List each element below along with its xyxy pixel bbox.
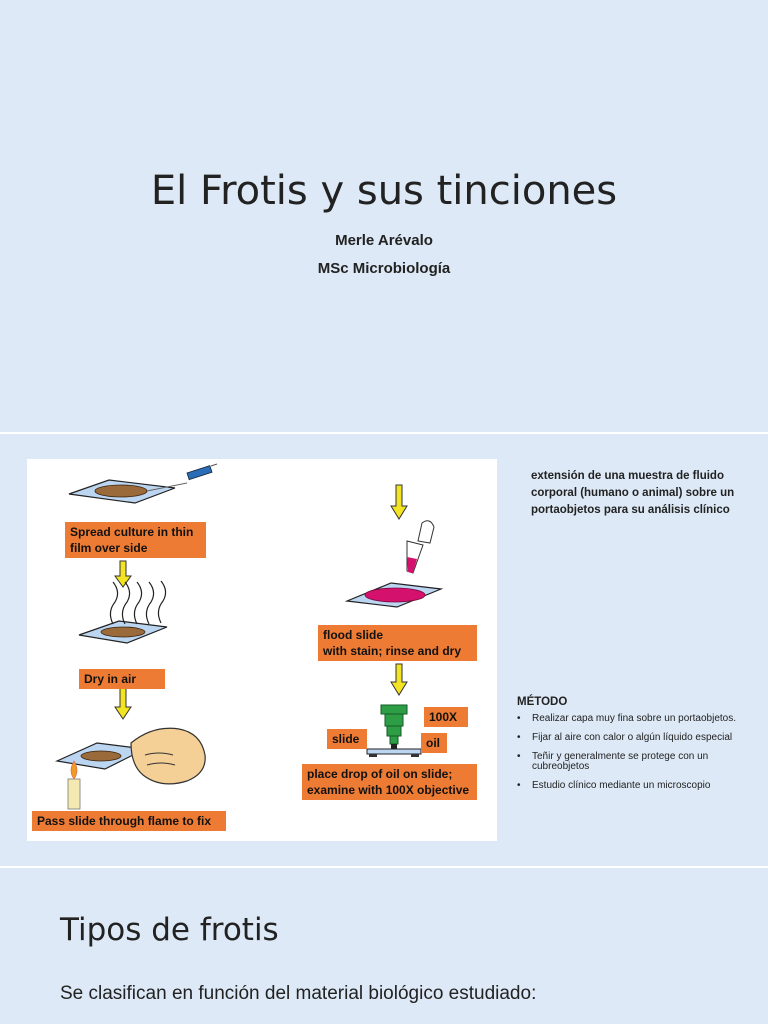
stained-slide-icon [347, 583, 441, 607]
arrow-down-icon [115, 687, 131, 719]
slide-label: slide [327, 729, 367, 749]
title-slide [0, 0, 768, 432]
method-item: • Teñir y generalmente se protege con un cubreobjetos [517, 752, 762, 772]
step-flame-label: Pass slide through flame to fix [32, 811, 226, 831]
drying-slide-icon [79, 581, 167, 643]
oil-label: oil [421, 733, 447, 753]
method-item: • Realizar capa muy fina sobre un portaobjetos. [517, 714, 762, 724]
method-heading: MÉTODO [517, 696, 568, 708]
arrow-down-icon [391, 664, 407, 695]
step-flood-label: flood slide with stain; rinse and dry [318, 625, 477, 661]
method-item: • Estudio clínico mediante un microscopio [517, 781, 762, 791]
arrow-down-icon [115, 561, 131, 587]
types-slide [0, 868, 768, 1024]
smear-definition: extensión de una muestra de fluido corporal (humano o animal) sobre un portaobjetos para su análisis clínico [531, 470, 735, 516]
stain-dropper-icon [407, 521, 434, 573]
slide-with-culture-icon [69, 464, 217, 503]
author-degree: MSc Microbiología [317, 260, 451, 277]
method-list [517, 714, 762, 800]
slide-title: Tipos de frotis [60, 912, 279, 948]
method-item: • Fijar al aire con calor o algún líquido especial [517, 733, 762, 743]
step-spread-label: Spread culture in thin film over side [65, 522, 206, 558]
method-slide [0, 434, 768, 866]
step-oil-label: place drop of oil on slide; examine with 100X objective [302, 764, 477, 800]
microscope-objective-icon [367, 705, 421, 757]
hand-over-flame-icon [57, 728, 205, 809]
arrow-down-icon [391, 485, 407, 519]
step-dry-label: Dry in air [79, 669, 165, 689]
presentation-title: El Frotis y sus tinciones [150, 168, 618, 214]
slide-body-text: Se clasifican en función del material biológico estudiado: [60, 983, 537, 1004]
objective-100x-label: 100X [424, 707, 468, 727]
smear-procedure-diagram [27, 459, 497, 841]
author-name: Merle Arévalo [335, 232, 433, 249]
